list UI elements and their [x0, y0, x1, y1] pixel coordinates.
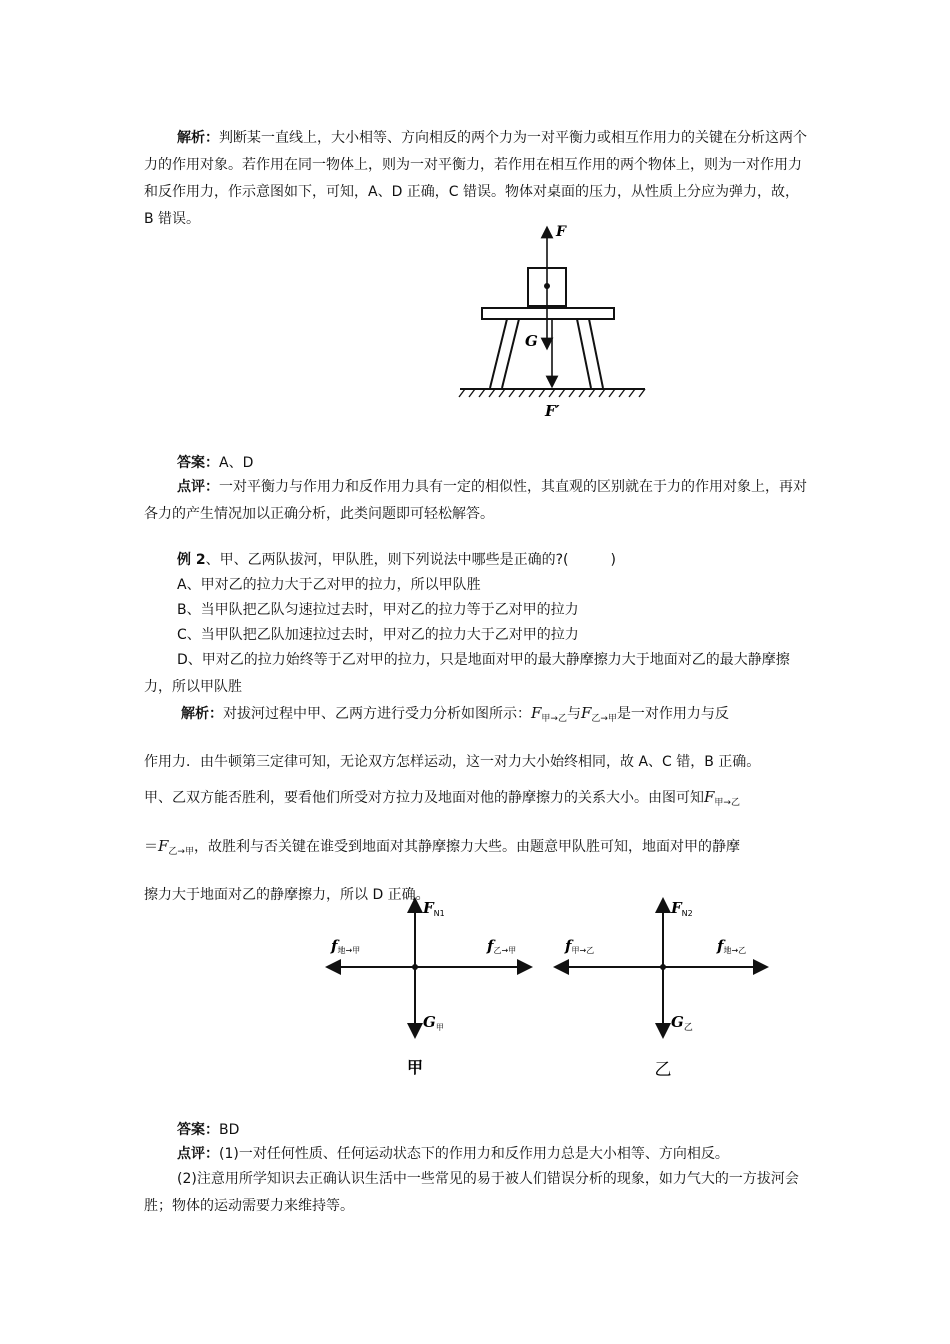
comment-2-text1: (1)一对任何性质、任何运动状态下的作用力和反作用力总是大小相等、方向相反。 — [219, 1146, 729, 1162]
analysis-2 — [144, 697, 808, 912]
answer-1-text: A、D — [219, 455, 254, 471]
comment-2-label: 点评： — [177, 1146, 219, 1162]
label-g: G — [525, 332, 538, 350]
symbol-f-jia-yi: $F_{甲\to 乙}$ — [531, 704, 567, 724]
option-c: C、当甲队把乙队加速拉过去时，甲对乙的拉力大于乙对甲的拉力 — [177, 627, 579, 643]
analysis-2-and: 与 — [566, 706, 581, 722]
option-b: B、当甲队把乙队匀速拉过去时，甲对乙的拉力等于乙对甲的拉力 — [177, 602, 579, 618]
symbol-f-jia-yi-2: $F_{甲\to 乙}$ — [704, 788, 740, 808]
analysis-2-line1 — [144, 697, 808, 736]
comment-2-line1 — [144, 1141, 808, 1168]
label-f: F — [556, 224, 566, 240]
tug-of-war-force-diagram — [325, 895, 770, 1085]
analysis-2-line2: 作用力．由牛顿第三定律可知，无论双方怎样运动，这一对力大小始终相同，故 A、C 错，B 正确。 — [144, 754, 761, 770]
analysis-2-text-b: 是一对作用力与反 — [616, 706, 729, 722]
yi-caption: 乙 — [654, 1060, 672, 1080]
option-d: D、甲对乙的拉力始终等于乙对甲的拉力，只是地面对甲的最大静摩擦力大于地面对乙的最大静摩擦力，所以甲队胜 — [144, 652, 790, 695]
comment-1 — [144, 474, 808, 528]
comment-2-line2: (2)注意用所学知识去正确认识生活中一些常见的易于被人们错误分析的现象，如力气大的一方拔河会胜；物体的运动需要力来维持等。 — [144, 1171, 799, 1214]
jia-diagram — [330, 899, 525, 1077]
option-a: A、甲对乙的拉力大于乙对甲的拉力，所以甲队胜 — [177, 577, 481, 593]
yi-fr-label: f地→乙 — [717, 937, 747, 955]
jia-fr-label: f乙→甲 — [487, 937, 517, 955]
answer-2 — [144, 1117, 808, 1144]
label-fprime: F′ — [545, 402, 560, 420]
analysis-2-line3: 甲、乙双方能否胜利，要看他们所受对方拉力及地面对他的静摩擦力的关系大小。由图可知$F_{甲\to 乙}$ — [144, 788, 740, 808]
jia-caption: 甲 — [406, 1058, 424, 1077]
symbol-f-yi-jia: $F_{乙\to 甲}$ — [580, 704, 617, 724]
jia-g-label: $G_甲$ — [423, 1013, 444, 1032]
answer-1-label: 答案： — [177, 455, 219, 471]
analysis-2-line5: 擦力大于地面对乙的静摩擦力，所以 D 正确。 — [144, 887, 430, 903]
yi-g-label: $G_乙$ — [671, 1013, 693, 1033]
table-force-diagram — [455, 222, 650, 422]
answer-1 — [144, 450, 808, 477]
example-2-question — [144, 547, 808, 574]
comment-1-label: 点评： — [177, 479, 219, 495]
jia-fl-label: f地→甲 — [331, 937, 361, 955]
analysis-1 — [144, 125, 808, 233]
yi-fl-label: f甲→乙 — [565, 937, 595, 955]
yi-diagram — [561, 899, 761, 1080]
analysis-2-text-a: 对拔河过程中甲、乙两方进行受力分析如图所示： — [223, 706, 531, 722]
analysis-2-label: 解析： — [181, 706, 223, 722]
analysis-1-text: 判断某一直线上，大小相等、方向相反的两个力为一对平衡力或相互作用力的关键在分析这两个力的作用对象。若作用在同一物体上，则为一对平衡力，若作用在相互作用的两个物体上，则为一对作用力和反作用力，作示意图如下，可知，A、D 正确，C 错误。物体对桌面的压力，从性质上分应为弹力，故，B 错误。 — [144, 130, 807, 227]
answer-2-label: 答案： — [177, 1122, 219, 1138]
jia-fn-label: $F_{N1}$ — [423, 899, 445, 918]
answer-2-text: BD — [219, 1122, 240, 1138]
analysis-1-label: 解析： — [177, 130, 219, 146]
symbol-f-yi-jia-2: $F_{乙\to 甲}$ — [158, 837, 194, 857]
example-2-label: 例 2 — [177, 552, 206, 568]
example-2-text: 、甲、乙两队拔河，甲队胜，则下列说法中哪些是正确的?( ) — [205, 552, 616, 568]
comment-1-text: 一对平衡力与作用力和反作用力具有一定的相似性，其直观的区别就在于力的作用对象上，再对各力的产生情况加以正确分析，此类问题即可轻松解答。 — [144, 479, 807, 522]
yi-fn-label: $F_{N2}$ — [671, 899, 693, 918]
analysis-2-line4: $=F_{乙\to 甲}$，故胜利与否关键在谁受到地面对其静摩擦力大些。由题意甲队胜可知，地面对甲的静摩 — [144, 837, 740, 857]
